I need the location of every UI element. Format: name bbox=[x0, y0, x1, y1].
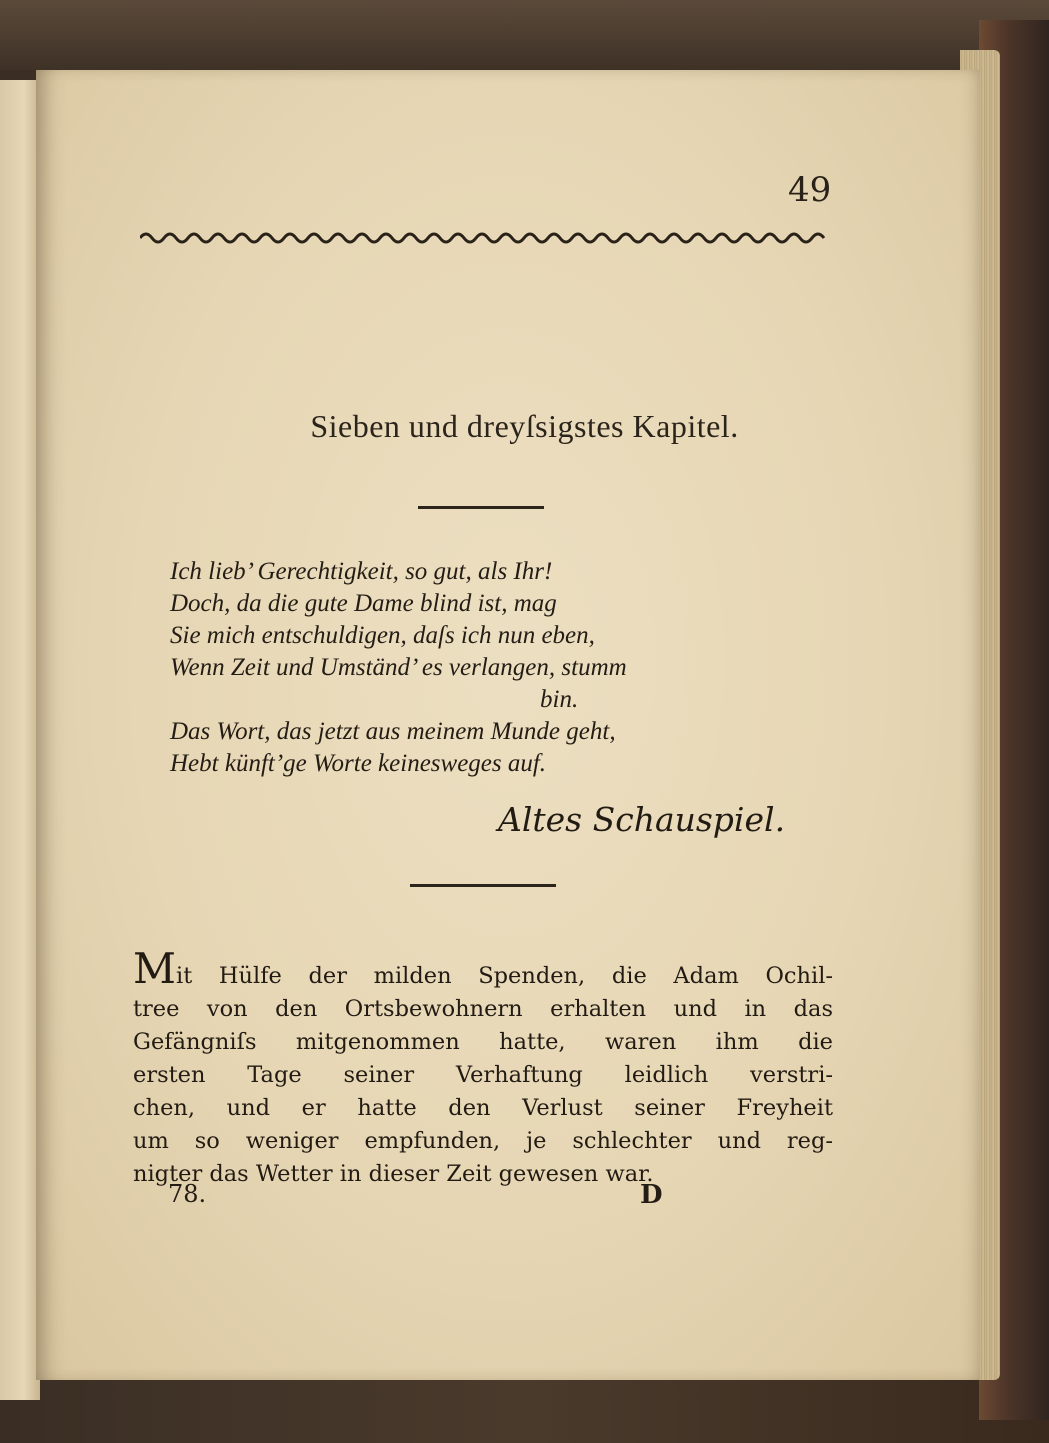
body-line: tree von den Ortsbewohnern erhalten und in das bbox=[133, 996, 833, 1022]
chapter-title: Sieben und dreyſsigstes Kapitel. bbox=[310, 408, 739, 444]
facing-page-edge bbox=[0, 80, 40, 1400]
body-line: nigter das Wetter in dieser Zeit gewesen war. bbox=[133, 1161, 654, 1187]
body-paragraph bbox=[133, 944, 833, 1191]
epigraph-line: Doch, da die gute Dame blind ist, mag bbox=[170, 590, 557, 617]
body-line: Gefängniſs mitgenommen hatte, waren ihm die bbox=[133, 1029, 833, 1055]
gathering-mark: D bbox=[640, 1180, 663, 1210]
epigraph-attribution: Altes Schauspiel. bbox=[498, 800, 786, 839]
epigraph-line: bin. bbox=[540, 686, 579, 713]
body-line: chen, und er hatte den Verlust seiner Freyheit bbox=[133, 1095, 833, 1121]
ornamental-wave-rule bbox=[140, 230, 830, 246]
section-rule bbox=[410, 884, 556, 887]
epigraph bbox=[170, 556, 850, 780]
epigraph-line: Hebt künft’ge Worte keinesweges auf. bbox=[170, 750, 547, 777]
epigraph-line: Wenn Zeit und Umständ’ es verlangen, stumm bbox=[170, 654, 627, 681]
epigraph-line: Sie mich entschuldigen, daſs ich nun eben, bbox=[170, 622, 595, 649]
title-rule bbox=[418, 506, 544, 509]
drop-cap: M bbox=[133, 944, 177, 993]
body-line-text: it Hülfe der milden Spenden, die Adam Ochil- bbox=[176, 963, 833, 989]
body-line: ersten Tage seiner Verhaftung leidlich verstri- bbox=[133, 1062, 833, 1088]
page-number: 49 bbox=[788, 170, 832, 210]
body-line: um so weniger empfunden, je schlechter und reg- bbox=[133, 1128, 833, 1154]
epigraph-line: Das Wort, das jetzt aus meinem Munde geht, bbox=[170, 718, 616, 745]
signature-mark: 78. bbox=[168, 1180, 207, 1208]
book-cover-top bbox=[0, 0, 1049, 70]
body-line bbox=[133, 944, 833, 993]
epigraph-line: Ich lieb’ Gerechtigkeit, so gut, als Ihr! bbox=[170, 558, 553, 585]
